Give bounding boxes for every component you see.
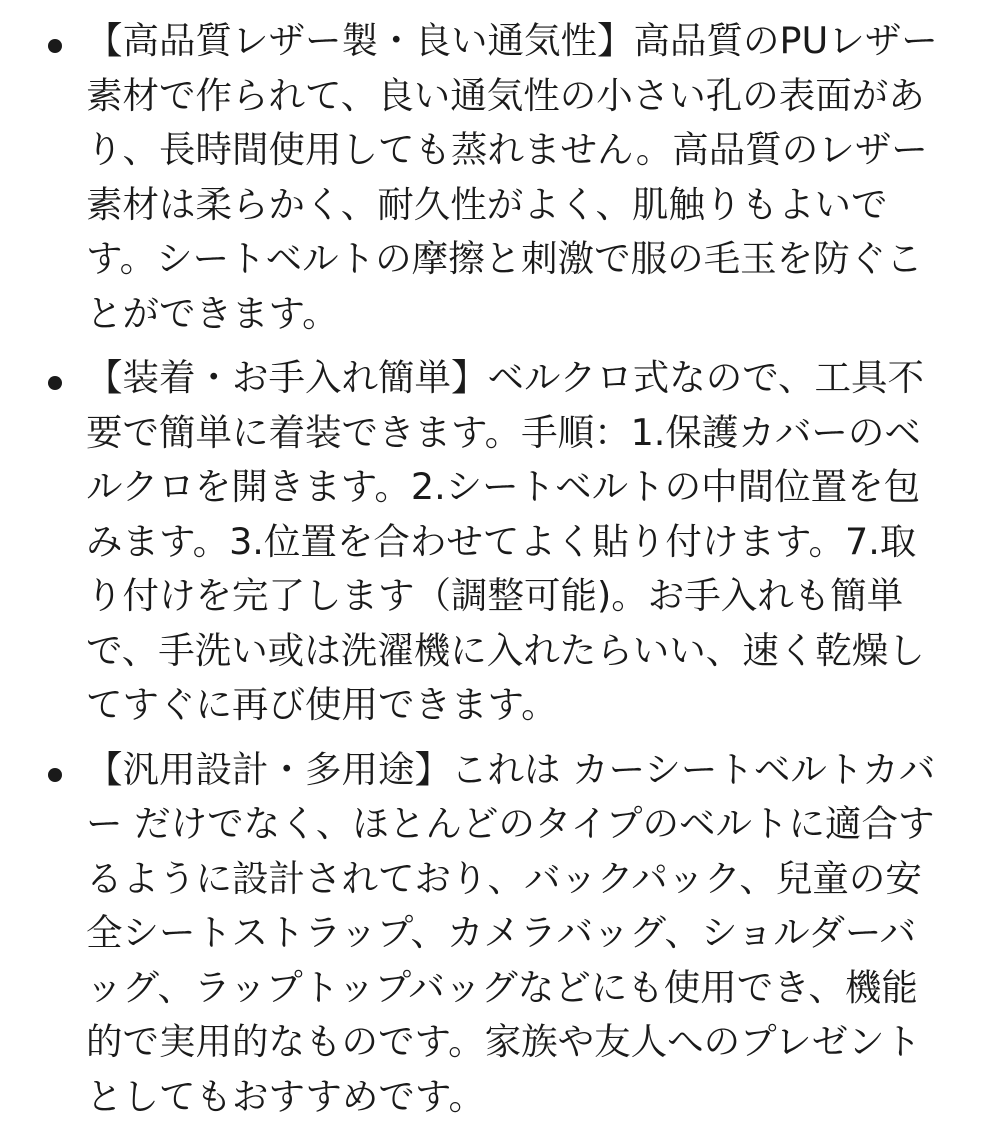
- list-item: [0, 14, 983, 341]
- list-item: [0, 351, 983, 733]
- feature-text: 【汎用設計・多用途】これは カーシートベルトカバー だけでなく、ほとんどのタイプのベルトに適合するように設計されており、バックパック、兒童の安全シートストラップ、カメラバッグ、ショルダーバッグ、ラップトップバッグなどにも使用でき、機能的で実用的なものです。家族や友人へのプレゼントとしてもおすすめです。: [86, 743, 943, 1124]
- feature-text: 【装着・お手入れ簡単】ベルクロ式なので、工具不要で簡単に着装できます。手順：1.保護カバーのベルクロを開きます。2.シートベルトの中間位置を包みます。3.位置を合わせてよく貼り付けます。7.取り付けを完了します（調整可能)。お手入れも簡単で、手洗い或は洗濯機に入れたらいい、速く乾燥してすぐに再び使用できます。: [86, 351, 943, 733]
- feature-text: 【高品質レザー製・良い通気性】高品質のPUレザー素材で作られて、良い通気性の小さい孔の表面があり、長時間使用しても蒸れません。高品質のレザー素材は柔らかく、耐久性がよく、肌触りもよいです。シートベルトの摩擦と刺激で服の毛玉を防ぐことができます。: [86, 14, 943, 341]
- list-item: [0, 743, 983, 1124]
- bullet-icon: [48, 768, 62, 782]
- bullet-icon: [48, 39, 62, 53]
- bullet-icon: [48, 376, 62, 390]
